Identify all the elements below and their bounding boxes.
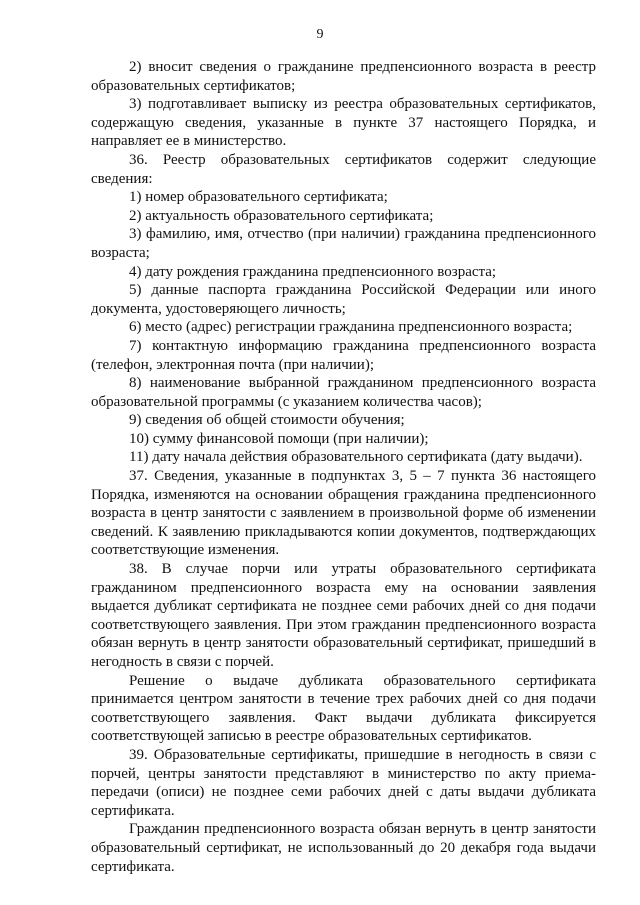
list-item: 10) сумму финансовой помощи (при наличии); [129, 430, 429, 447]
list-item: 8) наименование выбранной гражданином предпенсионного возраста образовательной программы (с указанием количества часов); [91, 375, 596, 410]
paragraph-37: 37. Сведения, указанные в подпунктах 3, 5 – 7 пункта 36 настоящего Порядка, изменяются на основании обращения гражданина предпенсионного возраста в центр занятости с заявлением в произвольной форме об изменении сведений. К заявлению прикладываются копии документов, подтверждающих соответствующие изменения. [91, 468, 596, 559]
list-item: 4) дату рождения гражданина предпенсионного возраста; [129, 263, 497, 280]
paragraph-38: 38. В случае порчи или утраты образовательного сертификата гражданином предпенсионного возраста ему на основании заявления выдается дубликат сертификата не позднее семи рабочих дней со дня подачи соответствующего заявления. При этом гражданин предпенсионного возраста обязан вернуть в центр занятости образовательный сертификат, пришедший в негодность в связи с порчей. [91, 561, 596, 670]
document-body [91, 58, 596, 876]
paragraph-item-3: 3) подготавливает выписку из реестра образовательных сертификатов, содержащую сведения, указанные в пункте 37 настоящего Порядка, и направляет ее в министерство. [91, 96, 596, 150]
page-number: 9 [316, 27, 324, 42]
list-item: 6) место (адрес) регистрации гражданина предпенсионного возраста; [129, 319, 573, 336]
paragraph-36: 36. Реестр образовательных сертификатов содержит следующие сведения: [91, 151, 596, 187]
paragraph-39-return: Гражданин предпенсионного возраста обязан вернуть в центр занятости образовательный сертификат, не использованный до 20 декабря года выдачи сертификата. [91, 821, 596, 875]
list-item: 5) данные паспорта гражданина Российской Федерации или иного документа, удостоверяющего личность; [91, 282, 596, 317]
list-item: 7) контактную информацию гражданина предпенсионного возраста (телефон, электронная почта (при наличии); [91, 337, 596, 373]
paragraph-item-2: 2) вносит сведения о гражданине предпенсионного возраста в реестр образовательных сертификатов; [91, 59, 596, 94]
list-item: 3) фамилию, имя, отчество (при наличии) гражданина предпенсионного возраста; [91, 226, 596, 261]
list-item: 9) сведения об общей стоимости обучения; [129, 412, 405, 429]
list-item: 1) номер образовательного сертификата; [129, 189, 388, 206]
paragraph-38-decision: Решение о выдаче дубликата образовательного сертификата принимается центром занятости в течение трех рабочих дней со дня подачи соответствующего заявления. Факт выдачи дубликата фиксируется соответствующей записью в реестре образовательных сертификатов. [91, 672, 596, 745]
list-item: 2) актуальность образовательного сертификата; [129, 207, 434, 224]
paragraph-39: 39. Образовательные сертификаты, пришедшие в негодность в связи с порчей, центры занятости представляют в министерство по акту приема-передачи (описи) не позднее семи рабочих дней с даты выдачи дубликата сертификата. [91, 746, 596, 819]
list-item: 11) дату начала действия образовательного сертификата (дату выдачи). [129, 449, 583, 466]
